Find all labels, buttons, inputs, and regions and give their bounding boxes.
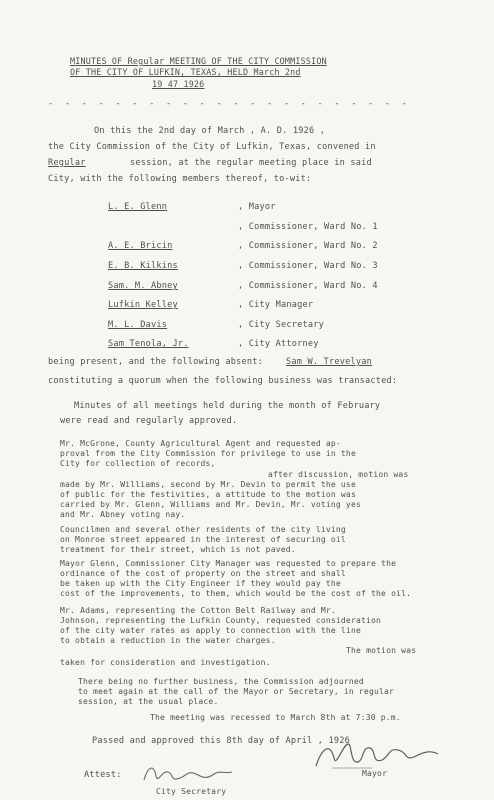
approval-line: Passed and approved this 8th day of April , 1926 [92,736,350,746]
roster-name: Sam. M. Abney [108,281,178,291]
minutes-text: proval from the City Commission for privilege to use in the [60,449,356,458]
minutes-text: session, at the usual place. [78,697,219,706]
minutes-text: to obtain a reduction in the water charges. [60,636,276,645]
attest-label: Attest: [84,770,122,780]
roster-title: , Mayor [238,202,276,212]
minutes-text: carried by Mr. Glenn, Williams and Mr. Devin, Mr. voting yes [60,500,361,509]
minutes-text: after discussion, motion was [268,470,409,479]
minutes-text: on Monroe street appeared in the interest of securing oil [60,535,346,544]
minutes-text: of public for the festivities, a attitude to the motion was [60,490,356,499]
roster-title: , Commissioner, Ward No. 4 [238,281,378,291]
minutes-text: Minutes of all meetings held during the month of February [74,401,381,411]
minutes-text: and Mr. Abney voting nay. [60,510,186,519]
roster-title: , City Attorney [238,339,319,349]
minutes-text: ordinance of the cost of property on the street and shall [60,569,346,578]
header-line-1: MINUTES OF Regular MEETING OF THE CITY COMMISSION [70,56,327,66]
attendance-line-1: being present, and the following absent: [48,357,263,367]
recess-line: The meeting was recessed to March 8th at 7:30 p.m. [150,713,401,722]
minutes-text: be taken up with the City Engineer if they would pay the [60,579,341,588]
intro-session-type: Regular [48,158,86,168]
minutes-text: to meet again at the call of the Mayor or Secretary, in regular [78,687,395,696]
roster-title: , Commissioner, Ward No. 3 [238,261,378,271]
minutes-text: The motion was [346,646,417,655]
intro-line-1: On this the 2nd day of March , A. D. 1926 , [94,126,326,136]
minutes-text: cost of the improvements, to them, which would be the cost of the oil. [60,589,412,598]
minutes-text: City for collection of records, [60,459,216,468]
absent-member: Sam W. Trevelyan [286,357,372,367]
header-line-3: 19 47 1926 [152,79,205,89]
roster-name: Sam Tenola, Jr. [108,339,189,349]
minutes-text: taken for consideration and investigation. [60,658,271,667]
minutes-text: There being no further business, the Commission adjourned [78,677,364,686]
minutes-text: treatment for their street, which is not paved. [60,545,296,554]
separator-line: - - - - - - - - - - - - - - - - - - - - - - [48,99,410,109]
roster-name: A. E. Bricin [108,241,173,251]
secretary-caption: City Secretary [156,787,227,796]
attendance-line-2: constituting a quorum when the following business was transacted: [48,376,398,386]
roster-name: Lufkin Kelley [108,300,178,310]
roster-title: , Commissioner, Ward No. 2 [238,241,378,251]
minutes-text: Mayor Glenn, Commissioner City Manager was requested to prepare the [60,559,397,568]
minutes-text: Mr. McGrone, County Agricultural Agent and requested ap- [60,439,341,448]
roster-name: L. E. Glenn [108,202,168,212]
roster-name: M. L. Davis [108,320,168,330]
minutes-text: made by Mr. Williams, second by Mr. Devin to permit the use [60,480,356,489]
intro-line-3: session, at the regular meeting place in said [130,158,372,168]
minutes-text: Mr. Adams, representing the Cotton Belt Railway and Mr. [60,606,336,615]
roster-title: , City Secretary [238,320,324,330]
intro-line-4: City, with the following members thereof, to-wit: [48,174,312,184]
mayor-caption: Mayor [362,769,388,778]
minutes-text: Councilmen and several other residents of the city living [60,525,346,534]
roster-name: E. B. Kilkins [108,261,178,271]
header-line-2: OF THE CITY OF LUFKIN, TEXAS, HELD March 2nd [70,67,301,77]
roster-title: , Commissioner, Ward No. 1 [238,222,378,232]
intro-line-2: the City Commission of the City of Lufkin, Texas, convened in [48,142,376,152]
minutes-text: Johnson, representing the Lufkin County, requested consideration [60,616,382,625]
minutes-text: were read and regularly approved. [60,416,238,426]
minutes-text: of the city water rates as apply to connection with the line [60,626,361,635]
roster-title: , City Manager [238,300,314,310]
